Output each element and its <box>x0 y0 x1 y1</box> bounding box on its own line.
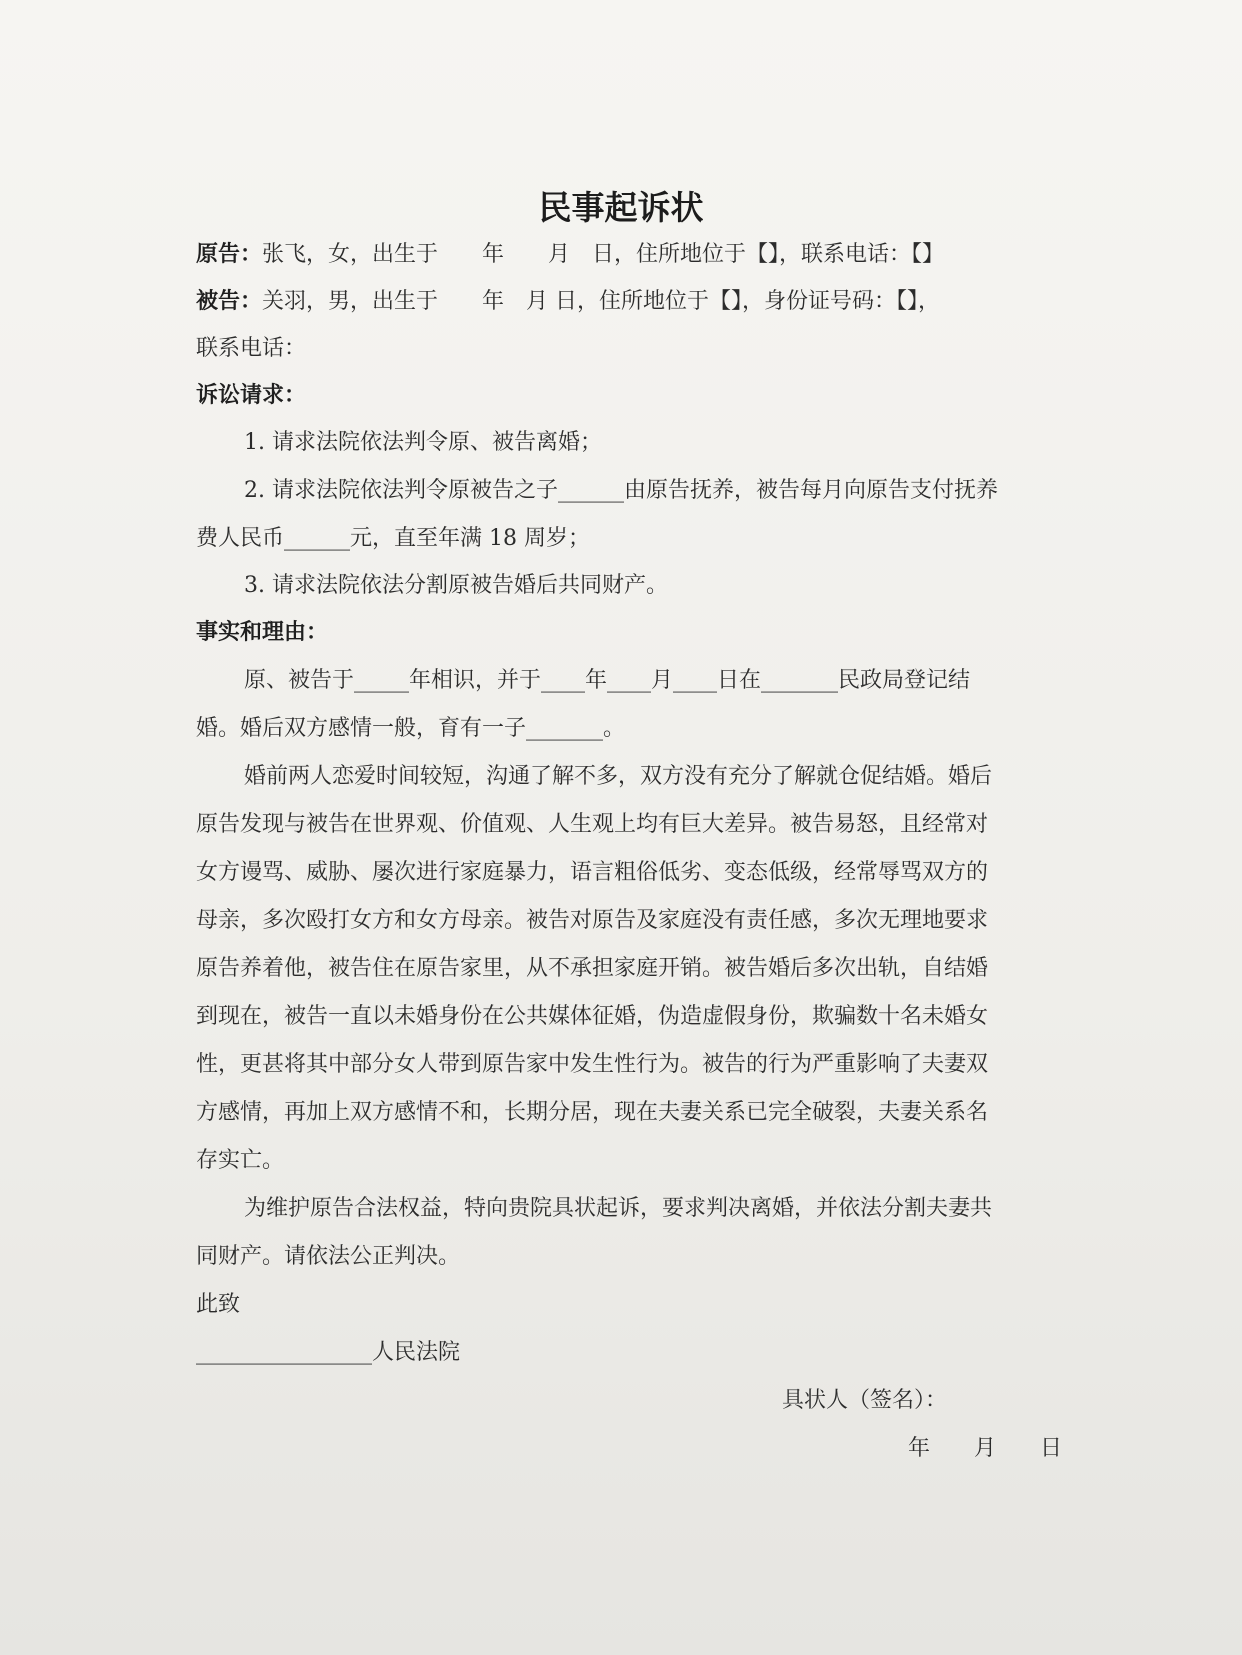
document-line: 具状人（签名）： <box>782 1388 948 1413</box>
document-line: 为维护原告合法权益，特向贵院具状起诉，要求判决离婚，并依法分割夫妻共 <box>244 1196 993 1221</box>
party-label: 被告： <box>196 288 263 314</box>
document-line: 此致 <box>196 1292 241 1317</box>
document-line: 婚。婚后双方感情一般，育有一子_______。 <box>196 716 626 741</box>
document-line: 同财产。请依法公正判决。 <box>196 1244 461 1269</box>
party-details: 张飞，女，出生于 年 月 日，住所地位于【】，联系电话：【】 <box>262 242 945 267</box>
document-line: 原告发现与被告在世界观、价值观、人生观上均有巨大差异。被告易怒，且经常对 <box>196 812 989 837</box>
document-title: 民事起诉状 <box>538 188 704 227</box>
document-line: 事实和理由： <box>196 619 329 645</box>
party-details: 关羽，男，出生于 年 月 日，住所地位于【】，身份证号码：【】， <box>262 289 941 314</box>
document-line: 母亲，多次殴打女方和女方母亲。被告对原告及家庭没有责任感，多次无理地要求 <box>196 908 989 933</box>
document-line: 原告养着他，被告住在原告家里，从不承担家庭开销。被告婚后多次出轨，自结婚 <box>196 956 989 981</box>
document-line: ________________人民法院 <box>196 1340 461 1365</box>
document-line: 费人民币______元，直至年满 18 周岁； <box>196 526 590 551</box>
document-line: 诉讼请求： <box>196 382 307 408</box>
document-line: 1. 请求法院依法判令原、被告离婚； <box>244 430 602 455</box>
document-line: 2. 请求法院依法判令原被告之子______由原告抚养，被告每月向原告支付抚养 <box>244 478 998 503</box>
document-line: 婚前两人恋爱时间较短，沟通了解不多，双方没有充分了解就仓促结婚。婚后 <box>244 764 993 789</box>
document-line: 联系电话： <box>196 336 307 361</box>
document-line <box>196 237 944 268</box>
party-label: 原告： <box>196 241 263 267</box>
document-line: 女方谩骂、威胁、屡次进行家庭暴力，语言粗俗低劣、变态低级，经常辱骂双方的 <box>196 860 989 885</box>
document-line: 年 月 日 <box>908 1436 1063 1461</box>
document-line: 方感情，再加上双方感情不和，长期分居，现在夫妻关系已完全破裂，夫妻关系名 <box>196 1100 989 1125</box>
document-line: 原、被告于_____年相识，并于____年____月____日在_______民政局登记结 <box>244 668 971 693</box>
document-line <box>196 284 940 315</box>
document-line: 性，更甚将其中部分女人带到原告家中发生性行为。被告的行为严重影响了夫妻双 <box>196 1052 989 1077</box>
document-line: 3. 请求法院依法分割原被告婚后共同财产。 <box>244 573 668 598</box>
document-line: 到现在，被告一直以未婚身份在公共媒体征婚，伪造虚假身份，欺骗数十名未婚女 <box>196 1004 989 1029</box>
document-line: 存实亡。 <box>196 1148 285 1173</box>
